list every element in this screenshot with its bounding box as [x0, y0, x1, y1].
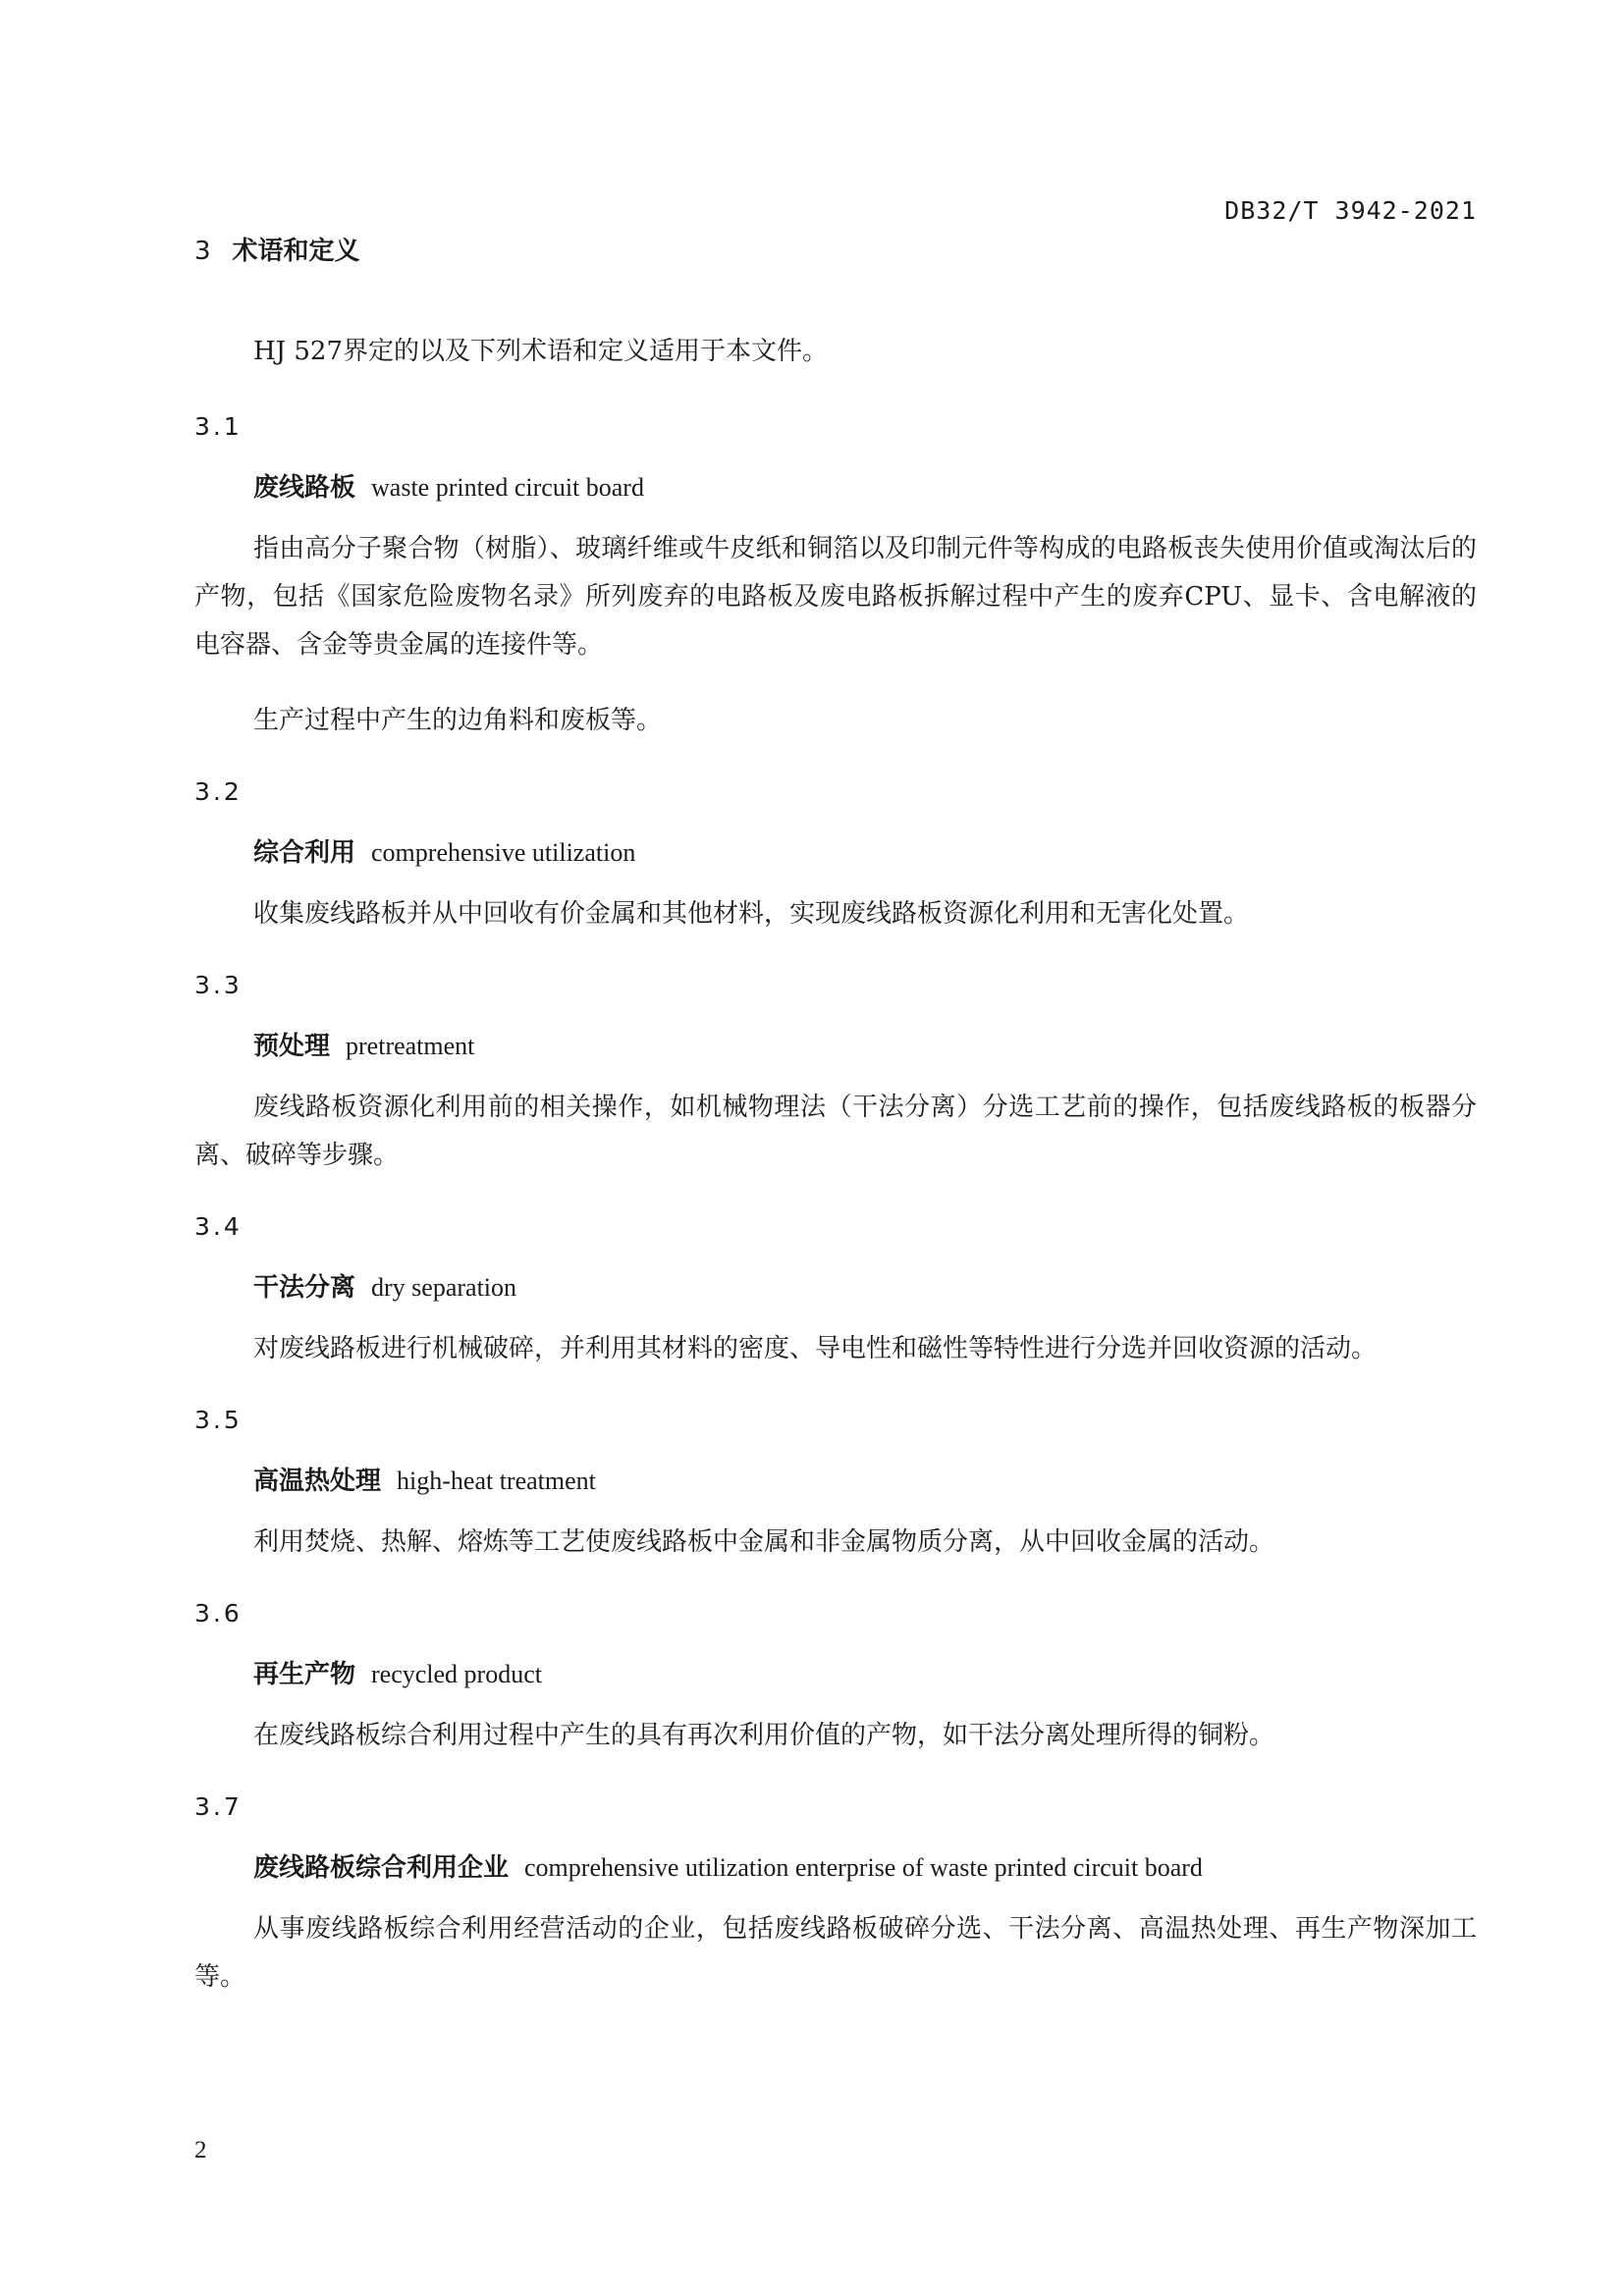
term-zh: 再生产物 — [253, 1660, 356, 1689]
term-number: 3.1 — [194, 412, 243, 441]
term-title — [253, 1027, 1477, 1066]
section-heading — [194, 232, 1477, 271]
term-zh: 高温热处理 — [253, 1467, 382, 1496]
term-definition: 在废线路板综合利用过程中产生的具有再次利用价值的产物，如干法分离处理所得的铜粉。 — [253, 1721, 1275, 1750]
term-definition: 对废线路板进行机械破碎，并利用其材料的密度、导电性和磁性等特性进行分选并回收资源的活动。 — [253, 1334, 1378, 1363]
term-zh: 废线路板综合利用企业 — [253, 1853, 510, 1883]
term-zh: 废线路板 — [253, 473, 356, 503]
term-zh: 预处理 — [253, 1032, 331, 1061]
term-zh: 干法分离 — [253, 1273, 356, 1303]
term-definition: 废线路板资源化利用前的相关操作，如机械物理法（干法分离）分选工艺前的操作，包括废线路板的板器分离、破碎等步骤。 — [194, 1093, 1477, 1170]
term-title — [253, 468, 1477, 507]
term-block — [194, 966, 1477, 1180]
term-en: waste printed circuit board — [371, 473, 644, 502]
term-title — [253, 1848, 1477, 1888]
page-number: 2 — [194, 2137, 207, 2163]
term-en: dry separation — [371, 1273, 517, 1302]
page-content — [194, 232, 1477, 2029]
section-number: 3 — [194, 237, 211, 266]
term-zh: 综合利用 — [253, 838, 356, 868]
term-en: comprehensive utilization — [371, 838, 636, 867]
term-block — [194, 1401, 1477, 1567]
term-en: recycled product — [371, 1660, 542, 1688]
term-title — [253, 1268, 1477, 1308]
term-number: 3.5 — [194, 1406, 243, 1434]
term-block — [194, 1207, 1477, 1373]
term-number: 3.6 — [194, 1599, 243, 1628]
term-number: 3.4 — [194, 1212, 243, 1241]
document-code: DB32/T 3942-2021 — [1224, 196, 1477, 225]
term-en: comprehensive utilization enterprise of waste printed circuit board — [524, 1853, 1203, 1882]
term-block — [194, 407, 1477, 745]
term-number: 3.2 — [194, 777, 243, 806]
section-intro: HJ 527界定的以及下列术语和定义适用于本文件。 — [253, 337, 828, 366]
term-block — [194, 1594, 1477, 1760]
term-number: 3.3 — [194, 971, 243, 999]
term-title — [253, 1655, 1477, 1694]
term-block — [194, 773, 1477, 938]
term-definition: 指由高分子聚合物（树脂）、玻璃纤维或牛皮纸和铜箔以及印制元件等构成的电路板丧失使用价值或淘汰后的产物，包括《国家危险废物名录》所列废弃的电路板及废电路板拆解过程中产生的废弃CPU、显卡、含电解液的电容器、含金等贵金属的连接件等。 — [194, 534, 1477, 660]
term-definition: 从事废线路板综合利用经营活动的企业，包括废线路板破碎分选、干法分离、高温热处理、再生产物深加工等。 — [194, 1914, 1477, 1992]
term-block — [194, 1788, 1477, 2002]
term-extra-note: 生产过程中产生的边角料和废板等。 — [253, 706, 663, 735]
term-definition: 利用焚烧、热解、熔炼等工艺使废线路板中金属和非金属物质分离，从中回收金属的活动。 — [253, 1527, 1275, 1557]
term-title — [253, 833, 1477, 873]
term-title — [253, 1462, 1477, 1501]
term-definition: 收集废线路板并从中回收有价金属和其他材料，实现废线路板资源化利用和无害化处置。 — [253, 899, 1250, 929]
term-en: pretreatment — [346, 1032, 475, 1060]
term-number: 3.7 — [194, 1792, 243, 1821]
term-en: high-heat treatment — [397, 1467, 596, 1495]
section-title: 术语和定义 — [232, 237, 360, 266]
